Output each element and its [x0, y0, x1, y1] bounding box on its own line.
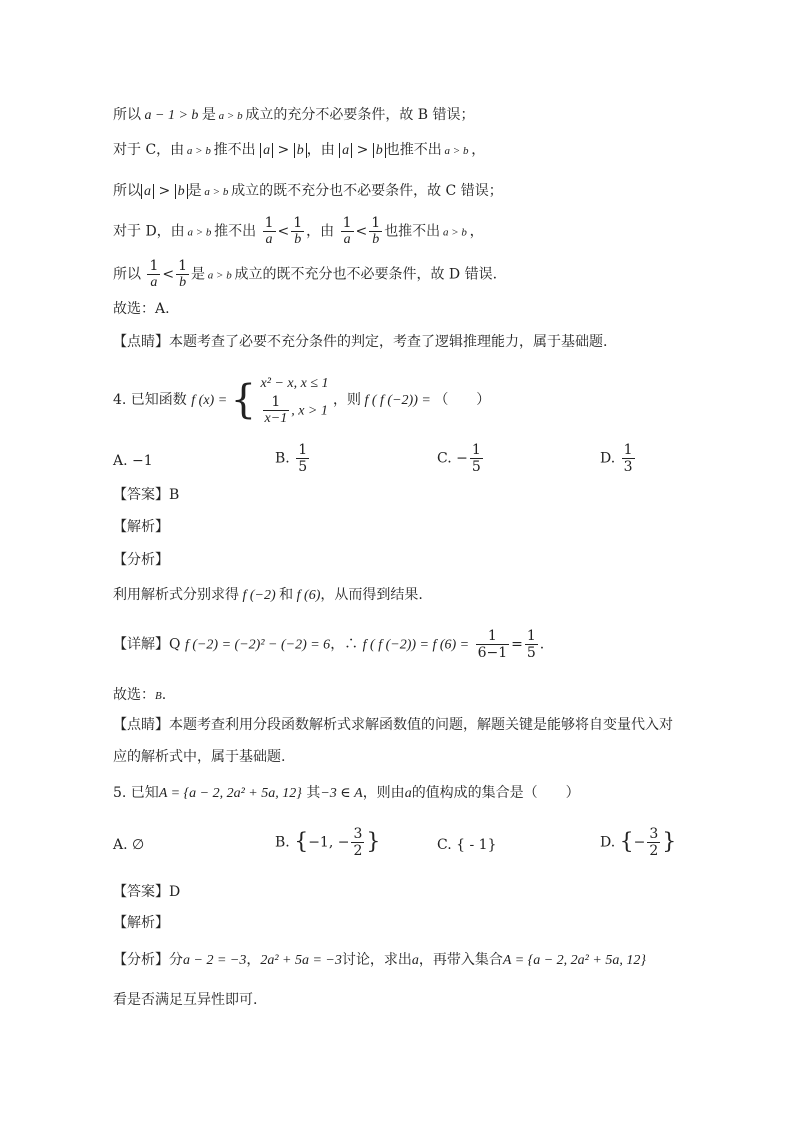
section-jiexi: 【解析】 — [113, 915, 169, 931]
option-d: D. $\frac{1}{3}$ — [600, 442, 633, 475]
answer: 【答案】D — [113, 884, 181, 900]
tip-line: 应的解析式中，属于基础题. — [113, 749, 286, 765]
option-d: D. {− $\frac{3}{2}$ } — [600, 826, 677, 859]
text-line: 对于 D，由 a > b 推不出 $\frac{1}{a}$ < $\frac{1}{b}$ ，由 $\frac{1}{a}$ < $\frac{1}{b}$ 也推不出 a > b ， — [113, 215, 484, 247]
section-fenxi: 【分析】 — [113, 552, 169, 568]
tip-line: 【点睛】本题考查了必要不充分条件的判定，考查了逻辑推理能力，属于基础题. — [113, 334, 608, 350]
answer: 【答案】B — [113, 487, 180, 503]
option-b: B. $\frac{1}{5}$ — [275, 442, 308, 475]
text-line: 所以 a − 1 > b 是 a > b 成立的充分不必要条件，故 B 错误； — [113, 107, 475, 123]
text-line: 对于 C，由 a > b 推不出 a > b ，由 a > b 也推不出 a > b ， — [113, 142, 486, 158]
option-b: B. {−1, − $\frac{3}{2}$ } — [275, 826, 381, 859]
text-line: 所以 a > b 是 a > b 成立的既不充分也不必要条件，故 C 错误； — [113, 183, 503, 199]
section-jiexi: 【解析】 — [113, 519, 169, 535]
option-c: C. − $\frac{1}{5}$ — [437, 442, 481, 475]
text-line: 所以 $\frac{1}{a}$ < $\frac{1}{b}$ 是 a > b 成立的既不充分也不必要条件，故 D 错误. — [113, 258, 498, 290]
analysis-text: 看是否满足互异性即可. — [113, 992, 258, 1008]
option-a: A. ∅ — [113, 837, 145, 853]
question-5: 5. 已知A = {a − 2, 2a² + 5a, 12} 其−3 ∈ A，则由a的值构成的集合是（ ） — [113, 785, 580, 801]
answer-choice: 故选：A. — [113, 301, 170, 317]
option-a: A. −1 — [113, 453, 153, 469]
answer-choice: 故选：B. — [113, 687, 167, 703]
tip-line: 【点睛】本题考查利用分段函数解析式求解函数值的问题，解题关键是能够将自变量代入对 — [113, 717, 673, 733]
analysis-text: 利用解析式分别求得 f (−2) 和 f (6)，从而得到结果. — [113, 587, 423, 603]
option-c: C. { - 1} — [437, 837, 497, 853]
question-4: 4. 已知函数 f (x) = { x² − x, x ≤ 1 $\frac{1}{x-1}$ , x > 1 ，则 f ( f (−2)) = （ ） — [113, 375, 491, 426]
analysis-text: 【分析】分a − 2 = −3，2a² + 5a = −3讨论，求出a，再带入集合A = {a − 2, 2a² + 5a, 12} — [113, 952, 646, 968]
detail-text: 【详解】Q f (−2) = (−2)² − (−2) = 6，∴ f ( f (−2)) = f (6) = $\frac{1}{6-1}$ = $\frac{1}{5}$ . — [113, 628, 545, 661]
